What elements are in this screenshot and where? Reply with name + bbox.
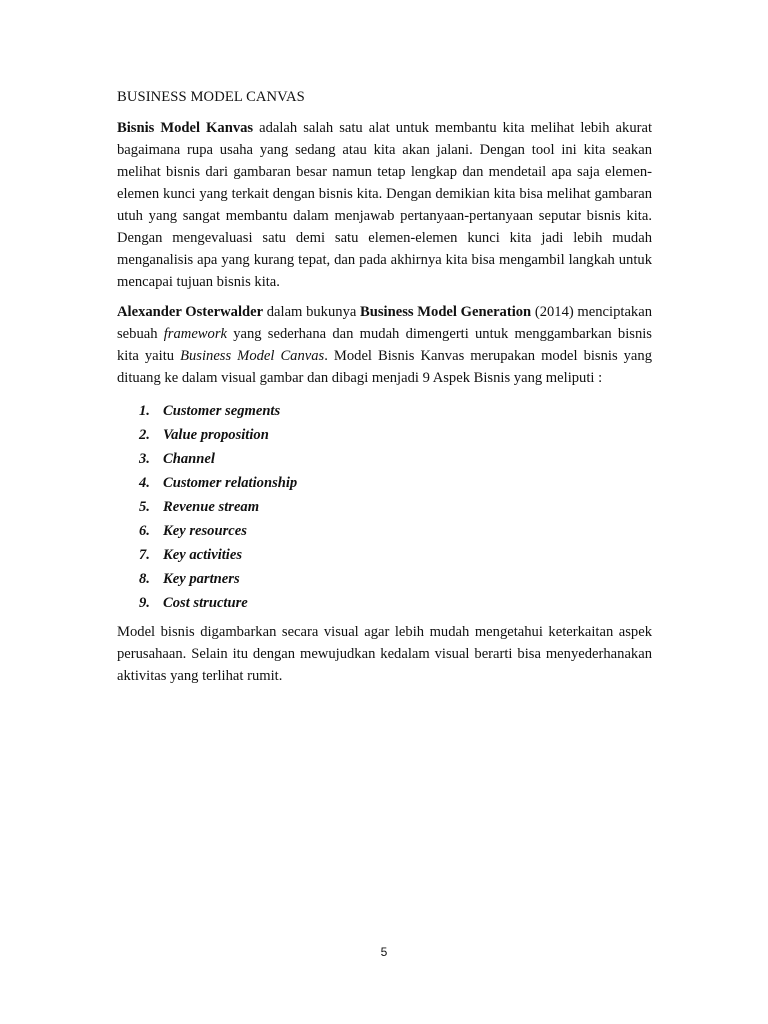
list-item [117, 423, 652, 447]
list-item-number: 2. [139, 427, 150, 443]
list-item-label: Key resources [163, 523, 247, 539]
list-item-number: 3. [139, 451, 150, 467]
book-title: Business Model Generation [360, 304, 532, 320]
term-bisnis-model-kanvas: Bisnis Model Kanvas [117, 120, 254, 136]
list-item [117, 471, 652, 495]
osterwalder-paragraph [117, 301, 652, 389]
page-number: 5 [380, 945, 388, 959]
list-item-number: 7. [139, 547, 150, 563]
paragraph-text-3: yang sederhana dan mudah dimengerti untuk menggambarkan bisnis kita yaitu [117, 326, 652, 364]
list-item [117, 519, 652, 543]
list-item [117, 495, 652, 519]
list-item-label: Cost structure [163, 595, 248, 611]
term-framework: framework [163, 326, 227, 342]
list-item-number: 4. [139, 475, 150, 491]
intro-paragraph-text: adalah salah satu alat untuk membantu kita melihat lebih akurat bagaimana rupa usaha yang sedang atau kita akan jalani. Dengan tool ini kita seakan melihat bisnis dari gambaran besar namun tetap lengkap dan mendetail apa saja elemen-elemen kunci yang terkait dengan bisnis kita. Dengan demikian kita bisa melihat gambaran utuh yang sangat membantu dalam menjawab pertanyaan-pertanyaan seputar bisnis kita. Dengan mengevaluasi satu demi satu elemen-elemen kunci kita jadi lebih mudah menganalisis apa yang kurang tepat, dan pada akhirnya kita bisa mengambil langkah untuk mencapai tujuan bisnis kita. [117, 120, 653, 290]
document-heading: BUSINESS MODEL CANVAS [117, 89, 305, 105]
list-item-number: 9. [139, 595, 150, 611]
paragraph-text-2: (2014) menciptakan sebuah [117, 304, 652, 342]
list-item [117, 543, 652, 567]
list-item [117, 591, 652, 615]
author-name: Alexander Osterwalder [117, 304, 264, 320]
list-item [117, 399, 652, 423]
list-item-label: Customer relationship [163, 475, 298, 491]
paragraph-text-1: dalam bukunya [263, 304, 361, 320]
list-item-label: Value proposition [163, 427, 269, 443]
list-item-label: Channel [163, 451, 215, 467]
list-item [117, 447, 652, 471]
list-item-number: 1. [139, 403, 150, 419]
intro-paragraph [117, 117, 652, 293]
list-item-label: Revenue stream [163, 499, 260, 515]
term-business-model-canvas: Business Model Canvas [180, 348, 325, 364]
list-item-label: Customer segments [163, 403, 281, 419]
list-item [117, 567, 652, 591]
list-item-number: 6. [139, 523, 150, 539]
paragraph-text-4: . Model Bisnis Kanvas merupakan model bisnis yang dituang ke dalam visual gambar dan dibagi menjadi 9 Aspek Bisnis yang meliputi : [117, 348, 652, 386]
aspects-list [117, 399, 652, 615]
list-item-number: 8. [139, 571, 150, 587]
closing-paragraph: Model bisnis digambarkan secara visual agar lebih mudah mengetahui keterkaitan aspek perusahaan. Selain itu dengan mewujudkan kedalam visual berarti bisa menyederhanakan aktivitas yang terlihat rumit. [117, 624, 652, 684]
list-item-number: 5. [139, 499, 150, 515]
document-page [117, 86, 652, 695]
list-item-label: Key partners [163, 571, 240, 587]
list-item-label: Key activities [163, 547, 243, 563]
